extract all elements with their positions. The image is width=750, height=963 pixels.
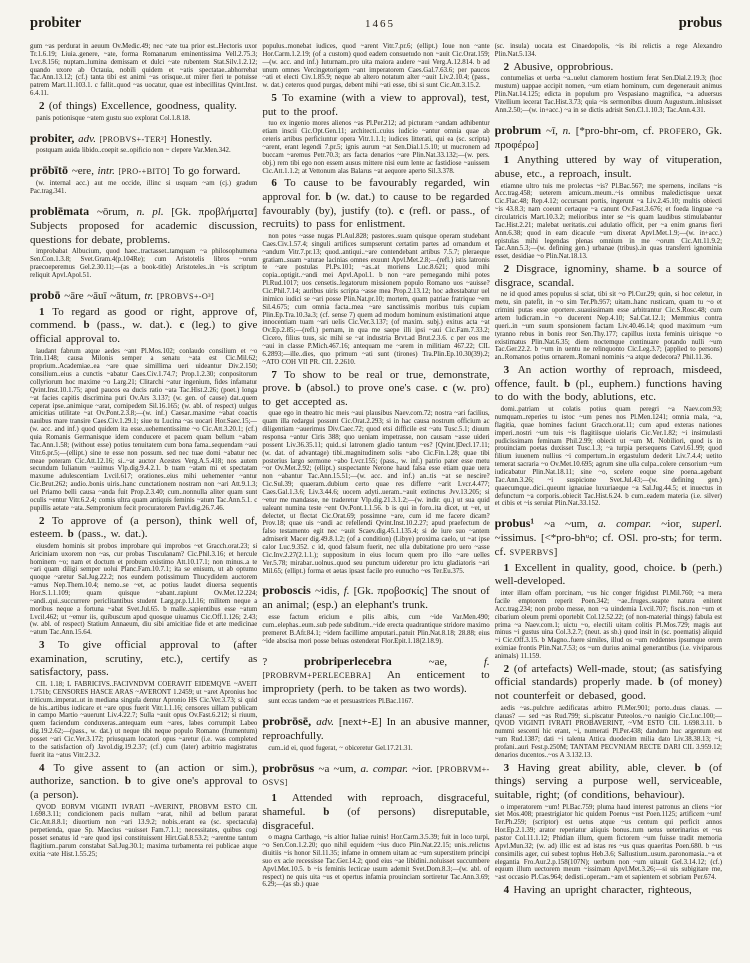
text-segment: intr.: [97, 165, 119, 178]
text-segment: (of artefacts) Well-made, stout; (as satisfying official standards) properly made.: [494, 662, 722, 689]
text-segment: (of things) serving a purpose well, serviceable, suitable, right; (of conditions, behaviour).: [494, 761, 722, 801]
citation-paragraph: [262, 120, 489, 175]
text-segment: b: [325, 191, 337, 204]
text-segment: 1: [503, 561, 515, 574]
sense-definition: [495, 762, 722, 803]
text-segment: 3: [503, 761, 518, 774]
citation-paragraph: [262, 410, 489, 575]
text-segment: improbabat Albucium, quod haec..tractasset..tamquam ~a philosophumena Sen.Con.1.3.8; Svet.Gram.4(p.104Re); cum Aristotelis libros ~orum praecoeperemus Gel.2.30.11;—(as a book-title) Aristoteles..in ~is scriptum reliquit Apvl.Apol.51.: [30, 248, 258, 279]
page-header: [30, 15, 722, 32]
citation-paragraph: [495, 804, 722, 883]
text-segment: ~ae,: [428, 655, 484, 668]
text-segment: ~ere,: [71, 165, 98, 178]
sense-definition: [262, 177, 489, 232]
text-segment: 7: [271, 368, 284, 381]
text-segment: (sc. insula) uocata est Cinaedopolis, ~is ibi relictis a rege Alexandro Plin.Nat.5.134.: [494, 43, 722, 58]
entry-headword-line: [30, 204, 257, 248]
text-segment: c: [399, 204, 410, 217]
citation-paragraph: [495, 590, 722, 661]
text-segment: 6: [271, 177, 285, 190]
text-segment: To regard as good or right, approve of, commend.: [30, 305, 258, 332]
text-segment: To cause to be favourably regarded, win approval for.: [262, 177, 490, 204]
text-segment: a. compar.: [360, 762, 413, 775]
entry-headword-line: [262, 714, 489, 744]
text-segment: [PROBVS+-O³]: [156, 291, 215, 301]
text-segment: eiusdem hominis sit probos improbare qui improbos ~et Gracch.orat.23; si Ariciniam uxorem non ~as, cur probas Tusculanam? Cic.Phil.3.16; et hercule hominem ~o; nam et doctum et probum existimo Att.10.17.1; non minus..a te ~ari quam diligi semper uolui Planc.Fam.10.7.1; ita se enisum, ut ab optumo quoque ~aretur Sal.Jug.22.2; nos eundem potissimum Thucydidem auctorem ~amus Nep.Them.10.4; nemo..se ~et, ac potius laudet diuersa sequentis Hor.S.1.1.109; quam quisque ~abant..rapiunt Ov.Met.12.224; ~andi..qui..succurrere periclitantibus student Larg.pr.p.1,l.16; militem neque a moribus neque a fortuna ~abat Svet.Jul.65. b malle..sapientibus esse ~atum Lvcil.462; ut ~emur iis, quibuscum apud quosque uiuamus Cic.Off.1.126; 2.43; (w. abl. of respect) Statium Annaeum, diu sibi amicitiae fide et arte medicinae ~atum Tac.Ann.15.64.: [30, 542, 258, 637]
text-segment: 3: [503, 364, 518, 377]
text-segment: PROFERO: [658, 126, 699, 136]
text-segment: o magna Carthago, ~is altior Italiae ruinis! Hor.Carm.3.5.39; fuit in loco turpi, ~o Sen.Con.1.2.20; quo nihil equidem ~ius duco Plin.Nat.22.15; unis..relictus diuitiis ~is honor Sil.11.35; infame in omnem uitam ac ~um superstitem principi suo ex acie recessisse Tac.Ger.14.2; quod eius ~ae libidini..noluisset succumbere Apvl.Met.10.5. b ~is feminis lecticae usum ademit Svet.Dom.8.3;—(w. abl. of respect) ne quis uita ~us et opertus infamia prouinciam sortiretur Tac.Ann.3.69; 6.29;—(as sb.) quae: [262, 834, 490, 889]
text-segment: Excellent in quality, good, choice.: [514, 561, 681, 574]
text-segment: ~issimus. [<*pro-bhᵘo; cf. OSl. pro-stъ; for term. cf.: [494, 532, 722, 558]
text-segment: [PROBRVM+PERLECEBRA]: [262, 671, 387, 681]
text-segment: Honestly.: [170, 132, 212, 145]
text-segment: An enticement to impropriety (perh. to be taken as two words).: [262, 669, 490, 696]
continuation-paragraph: [30, 43, 257, 98]
text-segment: (perh.) well-developed.: [494, 561, 722, 588]
citation-paragraph: [495, 75, 722, 114]
sense-definition: [495, 263, 722, 290]
text-segment: n. pl.: [136, 205, 172, 218]
sense-definition: [30, 100, 257, 114]
text-segment: probiter,: [30, 130, 79, 145]
text-segment: 2: [503, 60, 514, 73]
text-segment: [PRO-+BITO]: [118, 167, 174, 177]
text-segment: b: [295, 382, 307, 395]
sense-definition: [495, 663, 722, 704]
text-segment: cum..id ei, quod fugerat, ~ obiceretur Gel.17.21.31.: [268, 744, 413, 752]
text-segment: probō: [30, 287, 65, 302]
text-segment: quae ego in theatro hic meis ~aui plausibus Naev.com.72; nostra ~ari facilius, quam illa redargui possunt Cic.Orat.2.293; si in hac causa nostrum officium ac diligentiam ~auerimus Div.Caec.72; quod etsi difficile est ~atu Tusc.5.1; diuum responsa ~antur Ciris 388; quo ueniam impetrasse, non causam ~asse uideri possent Liv.36.35.11; quid..si latronem gladio tantum ~es? [Qvint.]Decl.17.11; (w. dat. of advantage) tibi..magnitudinem solis ~abo Cic.Fin.1.28; quae tibi posterius largo sermone ~abo Lvcr.155; (pass., w. inf.) patrio pater esse metu ~or Ov.Met.2.92; (ellipt.) suspectante Nerone haud falsa esse etiam quae uera non ~abantur Tac.Ann.15.51;—(w. acc. and inf.) an..tis ~at se nescire? Cic.Sul.39; quaeram..dubium certo quae res differre ~arit Lvcr.4.477; Caes.Gal.1.3.6; Liv.3.44.6; uocem adyti..ueram..~auit extinctus Jvv.13.205; si ~etur me mandasse, ne traderetur Vlp.dig.21.3.1.2;—(w. indir. qu.) ut sua quid ualeant numina teste ~ent Ov.Pont.1.1.56. b is qui in foro..ita dicet, ut ~et, ut delectet, ut flectat Cic.Orat.69; possimne ~are, cum id me facere dicam? Prov.18; quae uis ~andi ac refellendi Qvint.Inst.10.2.27; apud praefectum de falso testamento egit nec ~auit Scaev.dig.45.1.135.4; si de iure suo ~antem admiserit Macer dig.49.8.1.2; (of a condition) (Libye) proxima caelo, ut ~at ipse calor Luc.9.352. c id, quod falsum fuerit, nec ulla dubitatione pro uero ~asse Cic.Inv.2.27(2.1.1.); suppositum in eius locum quem pro illo ~are uelles Ver.5.78; mirabar..uolnus..quod seu punctum uideretur pro ictu gladiatoris ~ari Mil.65; (ellipt.) forma et aetas ipsast facile pro eunucho ~es Ter.Eu.375.: [262, 410, 490, 575]
text-columns: [30, 43, 722, 943]
citation-paragraph: [30, 543, 257, 637]
continuation-paragraph: [495, 43, 722, 59]
citation-paragraph: [262, 745, 489, 753]
text-segment: b: [83, 319, 97, 332]
text-segment: Having great ability, able, clever.: [517, 761, 695, 774]
text-segment: , Gk. προφέρω]: [494, 124, 722, 151]
column-2: [262, 43, 489, 943]
text-segment: c: [179, 319, 192, 332]
text-segment: f.: [343, 585, 354, 598]
text-segment: domi..patriam ut colatis potius quam peregri ~a Naev.com.93; numquam..reperies tu istoc ~um penes nos Pl.Men.1241; omnia mala, ~a, flagitia, quae homines faciunt Gracch.orat.11; cum apud exteras nationes imperi..nostri ~um tuis ~is flagitiisque uiolaris Cic.Ver.1.82; ~i insimulasti pudicissimam feminam Phil.2.99; obiecit ut ~um M. Nobiliori, quod is in prouinciam poetas duxisset Tusc.1.3; ~a turpia persequens Catvl.61.99; quod filium iuuenem nullius ~i compertum..in ergastulum dederit Liv.7.4.4; uetito temerat sacraria ~o Ov.Met.10.695; agrum sine ulla culpa..colere censorium ~um iudicabatur Plin.Nat.18.11; sine ~o, scelere eoque sine poena..agebant Tac.Ann.3.26; ~i suspicione Svet.Jul.43;—(w. defining gen.) quaecumque..dici..queunt ignauiae luxuriaeque ~a Sal.Jug.44.5; et inuectus in defunctum ~a corporis..obiecit Tac.Hist.6.24. b cum..eadem materia (i.e. silver) et cibis et ~is seruiat Plin.Nat.33.152.: [494, 406, 722, 508]
text-segment: c: [442, 382, 453, 395]
citation-paragraph: [30, 348, 257, 513]
text-segment: (w. dat.) to cause to be regarded favourably (by), justify (to).: [262, 191, 490, 217]
sense-definition: [30, 306, 257, 347]
text-segment: a. compar.: [597, 518, 662, 531]
text-segment: [next+-E] In an abusive manner, reproachfully.: [262, 716, 490, 742]
text-segment: Having an upright character, righteous,: [513, 884, 692, 897]
text-segment: Anything uttered by way of vituperation, abuse, etc., a reproach, insult.: [494, 154, 722, 180]
text-segment: 1: [503, 154, 517, 167]
text-segment: b: [124, 775, 137, 788]
text-segment: aedis ~as..pulchre aedificatas arbitro Pl.Mer.901; porto..duas clauas. — clauas? — sed ~as Rud.799; si..piscatur Puteolos..~o nauigio Cic.Luc.100;—QVOD VIGINTI IVRATI PROBAVERINT, ~VM ESTO CIL 1.698.3.11. b nummi sescenti hic erant, ~i, numerati Pl.Per.438; dandum huc argentum est ~um Rud.1387; dati ~i talenta Attica duodecim milia dato Liv.38.38.13; ~i, profani..auri Fest.p.250M; TANTAM PECVNIAM RECTE DARI CIL 3.959.12; denarios ducentos..~os A 3.132.13.: [494, 704, 722, 759]
text-segment: ~āre ~āuī ~ātum,: [64, 289, 145, 302]
text-segment: (pl., euphem.) functions having to do with the body, ablutions, etc.: [494, 377, 722, 404]
text-segment: To give official approval to (after examination, scrutiny, etc.), certify as satisfactory, pass.: [30, 639, 258, 679]
text-segment: contumelias et uerba ~a..uelut clamorem hostium ferat Sen.Dial.2.19.3; (hoc mustum) uappae accipit nomen, ~um etiam hominum, cum degenerauit animus Plin.Nat.14.125; edicta in populum pro Vespasiano magnifica, ~a aduersus Vitellium iecerat Tac.Hist.3.73; quia ~is sermonibus diuum Augustum..inlusisset Ann.2.50;—(w. in+acc.) ~a in se dictis adrisit Sen.Cl.1.10.3; Tac.Ann.4.31.: [494, 75, 722, 114]
entry-headword-line: [495, 516, 722, 560]
text-segment: (leg.) to give official approval to.: [30, 319, 258, 345]
text-segment: ~ī,: [546, 124, 563, 137]
citation-paragraph: [495, 705, 722, 760]
text-segment: adv.: [316, 716, 339, 729]
text-segment: Disgrace, ignominy, shame.: [515, 263, 653, 276]
text-segment: ~a ~um,: [544, 518, 598, 531]
sense-definition: [262, 369, 489, 410]
citation-paragraph: [262, 614, 489, 645]
entry-headword-line: [262, 761, 489, 791]
text-segment: 5: [271, 92, 283, 105]
citation-paragraph: [262, 233, 489, 367]
sense-definition: [495, 61, 722, 75]
text-segment: (absol.) to prove one's case.: [306, 382, 443, 395]
text-segment: proboscis: [262, 583, 316, 598]
citation-paragraph: [495, 291, 722, 362]
entry-headword-line: [262, 583, 489, 613]
text-segment: [Gk. προβλήματα] Subjects proposed for academic discussion, questions for debate, problems.: [30, 205, 258, 246]
text-segment: b: [652, 263, 666, 276]
entry-headword-line: [30, 163, 257, 179]
text-segment: non potes ~asse nugas Pl.Aul.828; pastores..suam quisque operam studebant Caes.Civ.1.57.4; singuli artifices sumpserunt certatim partes ad ornandum et ~andum Vitr.7.pr.13; quod..antiqui..~are contendebant artibus 7.5.7; pleraeque gratiam..suam ~aturae lacinias omnes exuunt Apvl.Met.2.8;—(refl.) istis latronis te ~are postulas Pl.Ps.101; ~as..at moriens Luc.8.621; quod mihi copia..optigit..~andi mei Apvl.Apol.1. b non ~are pernegando mihi potes Pl.Rud.1017; uos censetis..legatorum missionem populo Romano uos ~auisse? Cic.Phil.7.14; auribus uiris scripta ~asse mea Prop.2.13.12; hoc adtestabatur uel inimico iudici se ~ari posse Plin.Nat.pr.10; mortem, quam patriae fratrique ~em Sil.4.675; cum omnia facta..mea ~are sanctissimis moribus tuis cupiam Plin.Ep.Tra.10.3a.3; (cf. sense 7) quem ad modum hominum existimationi atque innocentiam tuam ~ari uelis Cic.Ver.3.137; (of maxim. subj.) exitus acta ~at Ov.Ep.2.85;—(refl.) pernam, in qua me saepe illi ipsi ~aui Cic.Fam.7.33.2; Cicero, filius tuus, sic mihi se ~at industria Brvt.ad Brut.2.3.6. c per eos me ~aui in classe P.Mich.467.16; antequam me ~arem in militiam 467.22; CIL 6.2893;—ille..dies, quo primum ~ati sunt (tirones) Tra.Plin.Ep.10.30(39).2; ~ATO COH VII PR. CIL 2.2610.: [262, 232, 490, 366]
text-segment: 1: [271, 792, 292, 805]
text-segment: tuo ex ingenio mores alienos ~as Pl.Per.212; ad picturam ~andam adhibentur etiam inscii Cic.Opt.Gen.11; architecti..cuius iudicio ~antur omnia quae ab ceteris artibus perficiuntur opera Vitr.1.1.1; iudices litterati, qui ea (sc. scripta) ~arent, erant legendi 7.pr.5; ignis aurum ~at Sen.Dial.1.5.10; ut mucronem ad buccam ~aremus Petr.70.3; ars facta denarios ~are Plin.Nat.33.132;—(w. pers. obj.) rem tibi ego non essem ausus mittere nisi eum lente ac fastidiose ~auissem Cic.Att.1.1.2; at Vettonum alas Balarus ~at aequore aperto Sil.3.378.: [262, 120, 490, 175]
citation-paragraph: [262, 698, 489, 706]
header-left-guideword: probiter: [30, 15, 82, 31]
text-segment: 4: [503, 884, 514, 897]
sense-definition: [495, 562, 722, 589]
text-segment: to give one's approval to (a person).: [30, 775, 258, 801]
sense-definition: [262, 92, 489, 119]
text-segment: probrum: [494, 122, 547, 137]
citation-paragraph: [30, 115, 257, 123]
column-3: [495, 43, 722, 943]
text-segment: b: [67, 528, 79, 541]
sense-definition: [30, 515, 257, 542]
text-segment: ]: [553, 545, 558, 558]
text-segment: tr.: [144, 289, 157, 302]
citation-paragraph: [30, 804, 257, 859]
text-segment: 2: [503, 662, 514, 675]
citation-paragraph: [262, 834, 489, 889]
text-segment: problēmata: [30, 203, 97, 218]
sense-definition: [30, 639, 257, 680]
text-segment: To approve of (a person), think well of, esteem.: [30, 514, 258, 541]
text-segment: f.: [483, 655, 490, 668]
text-segment: (w. internal acc.) aut me occide, illinc si usquam ~am (cj.) gradum Pac.trag.341.: [30, 180, 258, 195]
entry-headword-line: [30, 288, 257, 304]
sense-definition: [30, 762, 257, 803]
text-segment: [Gk. προβοσκίς] The snout of an animal; (esp.) an elephant's trunk.: [262, 585, 490, 612]
text-segment: (refl. or pass., of recruits) to pass for enlistment.: [262, 204, 490, 231]
text-segment: 3: [39, 639, 58, 652]
text-segment: etiamne ultro tuis me prolectas ~is? Pl.Bac.567; me spernens, incilans ~is Acc.trag.458; ueterem amicum..meum..~is omnibus maledictisque uexat Cic.Flac.48; Rep.4.12; occursant portis, ingerunt ~a Liv.2.45.10; multis obiecti ~is 43.8.3; nam coeunt certaque ~a canunt Ov.Fast.3.676; et foeda linguae ~a circulatricis Mart.10.3.2; melioribus inter se ~is quam laudibus stimulabantur Tac.Hist.2.21; malebat ueritatis..cui adulatio officit, per ~a enim gnarus fieri Ann.6.38; quod in eam dicacule ~um dixerat Apvl.Met.1.9;—(w. in+acc.) epistulas mihi legendas plenas omnium in me ~orum Cic.Att.11.9.2; Tac.Ann.5.3;—(w. defining gen.) urbanae (tribus)..in quas transferri ignominia esset, desidiae ~o Plin.Nat.18.13.: [494, 182, 722, 261]
text-segment: 4: [39, 761, 54, 774]
continuation-paragraph: [262, 43, 489, 90]
text-segment: probrōsē,: [262, 714, 317, 729]
text-segment: Attended with reproach, disgraceful, shameful.: [262, 792, 490, 818]
text-segment: a source of disgrace, scandal.: [494, 263, 722, 289]
text-segment: sunt eccas tandem ~ae et persuastrices Pl.Bac.1167.: [268, 698, 414, 706]
text-segment: ?: [262, 655, 304, 668]
citation-paragraph: [30, 147, 257, 155]
text-segment: superl.: [691, 518, 722, 531]
sense-definition: [495, 364, 722, 405]
text-segment: panis potionisque ~atem gustu suo explorat Col.1.8.18.: [36, 114, 191, 122]
text-segment: 2: [39, 514, 52, 527]
text-segment: To go forward.: [173, 165, 241, 178]
text-segment: probus¹: [494, 516, 545, 531]
text-segment: [PROBVS+-TER²]: [99, 134, 171, 144]
citation-paragraph: [30, 248, 257, 279]
text-segment: esse factum ericium e pilis albis, cum ~ide Var.Men.490; cum..elephas..eum..sub pede subditum..~ide erecta quadrantique stridore maximo premeret B.Afr.84.1; ~idem facillime amputari..patuit Plin.Nat.8.18; 28.88; eius ~ide abscisa mori posse beluas ostenderat Flor.Epit.1.18(2.18.9).: [262, 614, 490, 645]
text-segment: Abusive, opprobrious.: [513, 60, 614, 73]
text-segment: gum ~as perdurat in aeuum Ov.Medic.49; nec ~ate tua prior est..Hectoris uxor Tr.1.6.19; Liuia..genere, ~ate, forma Romanarum eminentissima Vell.2.75.3; Lvc.8.156; nuptam..lumina demissam et dulci ~ate rubentem Stat.Silv.1.2.12; quando uxore ab Octauia, nobili quidem et ~atis spectatae..abhorrebat Tac.Ann.13.12; (cf.) tanta tibi est animi ~as orisque..ut mirer fieri te potuisse patrem Mart.11.103.1. c fallit..quod ~as uocatur, quae est inbecillitas Qvint.Inst. 6.4.11.: [30, 43, 258, 98]
text-segment: postquam auida libido..coepit se..opificio non ~ clepere Var.Men.342.: [36, 147, 231, 155]
citation-paragraph: [495, 183, 722, 262]
text-segment: probriperlecebra: [303, 653, 429, 668]
text-segment: (w. pro) to get accepted as.: [262, 382, 490, 408]
text-segment: b: [658, 676, 670, 689]
text-segment: ~ior,: [661, 518, 692, 531]
text-segment: populus..monebat iudices, quod ~arent Vitr.7.pr.6; (ellipt.) Ioue non ~ante Hor.Carm.1.2.19; (of a custom) quod eadem consuetudo non ~auit Cic.Orat.159;—(w. acc. and inf.) Iuturnam..pro uita maiora audere ~aui Verg.A.12.814. b ad unum omnes Vercingetorigem ~ant imperatorem Caes.Gal.7.63.6; per paucos ~ati et electi Civ.1.85.9; neque ab altero notatum alter ~auit Liv.2.10.4; (pass., w. dat.) ceteros quod purgas, debent mihi ~ati esse, tibi si sunt Cic.Att.3.15.2.: [262, 43, 490, 90]
text-segment: [*pro-bhr-om, cf.: [575, 124, 659, 137]
column-1: [30, 43, 257, 943]
text-segment: To examine (with a view to approval), test, put to the proof.: [262, 92, 490, 118]
text-segment: (of things) Excellence, goodness, quality.: [48, 100, 237, 113]
text-segment: b: [564, 377, 576, 390]
text-segment: 1: [39, 305, 53, 318]
text-segment: ~idis,: [315, 585, 344, 598]
text-segment: inter illam offam porcinam, ~us hic conger frigidust Pl.Mil.760; ~a mera facile emptorem reperit Poen.342; ~ae..fruges..suapte natura enitent Acc.trag.234; non probo messe, non ~a uindemia Lvcil.707; fiscis..non ~um et cibarium oleum premi oportebit Col.12.52.22; (of non-material things) fabula est prima ~a Naev.com.1; uictu ~o, electili uitam colitis Pl.Mos.729; magis aut minus ~i gustus uina Col.3.2.7; (neut. as sb.) quod insit in (sc. poematis) aliquid ~i Cic.Off.3.15. b Magno..fuere similes, illud os ~um reddentes ipsumque orem eximiae frontis Plin.Nat.7.53; os ~um durius animal generantibus (i.e. viviparous animals) 11.159.: [494, 590, 722, 660]
header-right-guideword: probus: [678, 15, 722, 31]
citation-paragraph: [30, 180, 257, 196]
text-segment: o imperatorem ~um! Pl.Bac.759; pluma haud interest patronus an cliens ~ior siet Mos.408; praestrigiator hic quidem Poenus ~ust Poen.1125; artificem ~um! Ter.Ph.259; (scriptor) est uetus atque ~us centum qui perficit annos Hor.Ep.2.1.39; arator reperiatur aliquis bonus..tum uetus ueterinarius et ~us pastor Col.11.1.12; Phidian illum, quem fictorem ~um fuisse tradit memoria Apvl.Mun.32; (w. ad) illic est ad istas res ~us quas quaeritas Poen.680. b ~us consimilis ager, cui subest tophus Heb.3.6; Sallustium..usum..paronomasia..~a et elegantia Fro.Aur.2.p.158(107N); uerbum non ~um uitauit Gel.3.14.12; (cf.) equum illum uectorem meum ~issimam Apvl.Met.3.26;—si uis subigitare me, ~ast occasio Pl.Cas.964; dedisti..operam..~am et sapientem et sobriam Per.674.: [494, 803, 722, 882]
sense-definition: [495, 884, 722, 898]
text-segment: [PROBRVM+-OSVS]: [262, 764, 490, 788]
text-segment: prōbītō: [30, 163, 72, 178]
text-segment: SVPERBVS: [509, 547, 554, 557]
text-segment: (pass., w. dat.).: [96, 319, 180, 332]
text-segment: probrōsus: [262, 760, 319, 775]
text-segment: An action worthy of reproach, misdeed, offence, fault.: [494, 364, 722, 390]
page-number: 1465: [365, 18, 395, 30]
text-segment: To show to be real or true, demonstrate, prove.: [262, 368, 490, 395]
text-segment: (of persons) disreputable, disgraceful.: [262, 805, 490, 832]
text-segment: ~ōrum,: [96, 205, 137, 218]
entry-headword-line: [262, 654, 489, 698]
text-segment: QVOD EORVM VIGINTI IVRATI ~AVERINT, PROBVM ESTO CIL 1.698.3.11; condicionem pacis nullam ~arat, nihil ad bellum pararat Cic.Att.8.8.1; diuortium non ~ari 13.9.2; nobis..erant ea (sc. spectacula) perpetienda, quae Sp. Maecius ~auisset Fam.7.1.1; necessitates, quibus cogi posset senatus id ~are quod ipsi constituissent Hirt.Gal.8.53.2; ~arentne tantum flagitium..parum constabat Sal.Jug.30.1; maxima turbamenta rei publicae atque exitia ~ate Hist.1.55.25;: [30, 803, 258, 858]
entry-headword-line: [30, 131, 257, 147]
text-segment: n.: [562, 124, 576, 137]
text-segment: To give assent to (an action or sim.), authorize, sanction.: [30, 761, 258, 788]
text-segment: 2: [39, 100, 49, 113]
entry-headword-line: [495, 123, 722, 153]
sense-definition: [262, 792, 489, 833]
text-segment: ~a ~um,: [318, 762, 361, 775]
text-segment: ~ior.: [412, 762, 437, 775]
text-segment: (of money) not counterfeit or debased, good.: [494, 676, 722, 703]
text-segment: adv.: [78, 132, 100, 145]
text-segment: laudant fabrum atque aedes ~ant Pl.Mos.102; conlaudo consilium et ~o Trin.1148; causa Milonis semper a senatu ~ata est Cic.Mil.62; proprium..Academiae..ea ~are quae simillima ueri uideantur Div.2.150; consilium..eius a cunctis ~abatur Caes.Civ.1.74.7; Prop.1.2.30; conpositorum collyriorum hoc maxime ~o Larg.21; Clitarchi ~atur ingenium, fides infamatur Qvint.Inst.10.1.75; apud paucos ea ducis ratio ~ata Tac.Hist.2.26; (poet.) longa ~at facies capitis discrimina puri Ov.Ars 3.137; (w. gen. of cause) dat..quem ceperat ipse..animique ~arat, cornipedem Sil.16.165; (w. abl. of respect) uulgus amicitias utilitate ~at Ov.Pont.2.3.8;—(w. inf.) Caesar..maxime ~abat coactis nauibus mare transire Caes.Civ.1.29.1; siue tu Lucina ~as uocari Hor.Saec.15;—(w. acc. and inf.) quod quidem ita esse..uehementissime ~o Cic.Att.3.20.1; (cf.) quia Romanis Germanisque idem conducere et pacem quam bellum ~abam Tac.Ann.1.58; (without esse) potius tenuitatem cum bona fama..sequendam ~aui Vitr.6.pr.5;—(ellipt.) sine te esse non possum. sed nec tuae domi ~abatur nec meae poteram Cic.Att.12.16; si..~at auctor Acestes Verg.A.5.418; nos autem secundum Iulianum ~auimus Vlp.dig.9.4.2.1. b tuam ~atam mi et spectatam maxume adulescentiam Lvcil.617; orationes..eius mihi uehementer ~antur Cic.Brut.262; audio..bonis uiris..hanc cunctationem nostram non ~ari Att.9.1.3; uel Priamo belli causa ~anda fuit Prop.2.3.40; cum..nonnulla aliter quam sunt oculis ~entur Vitr.6.2.4; comis ultra quam antiquis feminis ~atum Tac.Ann.5.1. c pupillis aetate ~ata..Sempronium fecit procuratorem Pavl.dig.26.7.46.: [30, 347, 258, 512]
text-segment: CIL 1.18; L FABRICIVS..FACIVNDVM COERAVIT EIDEMQVE ~AVEIT 1.751b; CENSORES HASCE ARAS ~AVERONT 1.2459; ut ~aret Apronius hoc triticum..imperat..ut in mediana singula dentur Apronio HS Cic.Ver.3.73; si quid de his..artibus iudicare et ~are opus fuerit Vitr.1.1.16; censores uillam publicam in campo Martio ~auerunt Liv.4.22.7; Sulla ~auit opus Ov.Fast.6.212; si riuum, quem faciendum conduxeras..antequam eum ~ares, labes corrumpit Labeo dig.19.2.62;—(pass., w. dat.) ut neque tibi neque populo Romano (frumentum) posset ~ari Cic.Ver.3.172; priusquam locatori opus ~aretur (i.e. was completed to the satisfaction of) Javol.dig.19.2.37; (cf.) cum (later) arbitrio magistratus fuerit ita ~atus Vitr.2.3.2.: [30, 681, 258, 759]
citation-paragraph: [30, 681, 257, 760]
text-segment: ne id quod ames populus si sciat, tibi sit ~o Pl.Cur.29; quin, si hoc celetur, in metu, sin patefit, in ~o sim Ter.Ph.957; uitam..hanc rusticam, quam tu ~o et crimini putas esse oportere..suauissimam esse arbitrantur Cic.S.Rosc.48; cum artem ludicram..in ~o ducerent Nep.4.10; Sal.Cat.12.1; Memmius contra queri..in ~um suum sponsionem factam Liv.40.46.14; quod maximum ~um tyranno rebus in bonis reor Sen.Thy.177; capillus iuxta feminis uirisque ~o existimatus Plin.Nat.6.35; diem noctemque continuare potando nulli ~um Tac.Ger.22.2. b ~um in uentu ne relinquonto Cic.Leg.3.7; (applied to persons) an..Romanos potius ornarem..Romani nominis ~a atque dedecora? Phil.11.36.: [494, 291, 722, 362]
sense-definition: [495, 154, 722, 181]
text-segment: 2: [503, 263, 516, 276]
text-segment: b: [680, 561, 693, 574]
citation-paragraph: [495, 406, 722, 508]
text-segment: (pass., w. dat.).: [78, 528, 148, 541]
text-segment: b: [323, 805, 348, 818]
text-segment: b: [694, 761, 710, 774]
